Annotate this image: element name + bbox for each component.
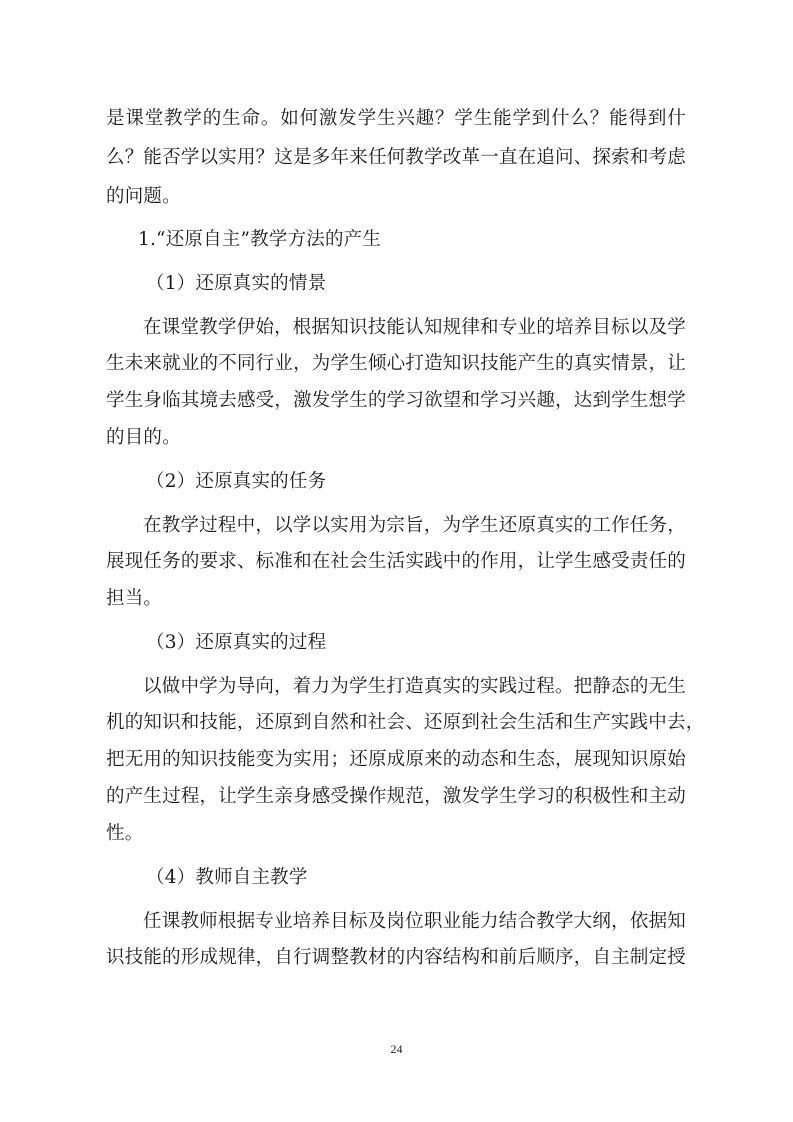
- text-line: 性。: [106, 823, 144, 844]
- text-line: 在课堂教学伊始，根据知识技能认知规律和专业的培养目标以及学: [143, 317, 686, 338]
- text-line: 生未来就业的不同行业，为学生倾心打造知识技能产生的真实情景，让: [106, 353, 686, 374]
- text-line: 把无用的知识技能变为实用；还原成原来的动态和生态，展现知识原始: [106, 749, 686, 770]
- section-heading: 1.“还原自主”教学方法的产生: [138, 229, 382, 250]
- text-line: 在教学过程中，以学以实用为宗旨，为学生还原真实的工作任务，: [143, 515, 686, 536]
- text-line: 任课教师根据专业培养目标及岗位职业能力结合教学大纲，依据知: [143, 911, 686, 932]
- subsection-heading: （1）还原真实的情景: [146, 273, 327, 294]
- text-line: 展现任务的要求、标准和在社会生活实践中的作用，让学生感受责任的: [106, 551, 686, 572]
- text-line: 的产生过程，让学生亲身感受操作规范，激发学生学习的积极性和主动: [106, 786, 686, 807]
- text-line: 的问题。: [106, 186, 181, 207]
- text-line: 的目的。: [106, 427, 181, 448]
- text-line: 识技能的形成规律，自行调整教材的内容结构和前后顺序，自主制定授: [106, 947, 686, 968]
- text-line: 学生身临其境去感受，激发学生的学习欲望和学习兴趣，达到学生想学: [106, 390, 686, 411]
- text-line: 机的知识和技能，还原到自然和社会、还原到社会生活和生产实践中去，: [106, 712, 705, 733]
- text-line: 是课堂教学的生命。如何激发学生兴趣？学生能学到什么？能得到什: [106, 108, 686, 129]
- subsection-heading: （2）还原真实的任务: [146, 471, 327, 492]
- text-line: 担当。: [106, 588, 163, 609]
- page-number: 24: [390, 1042, 403, 1056]
- subsection-heading: （3）还原真实的过程: [146, 632, 327, 653]
- subsection-heading: （4）教师自主教学: [146, 867, 308, 888]
- text-line: 以做中学为导向，着力为学生打造真实的实践过程。把静态的无生: [143, 676, 686, 697]
- text-line: 么？能否学以实用？这是多年来任何教学改革一直在追问、探索和考虑: [106, 147, 686, 168]
